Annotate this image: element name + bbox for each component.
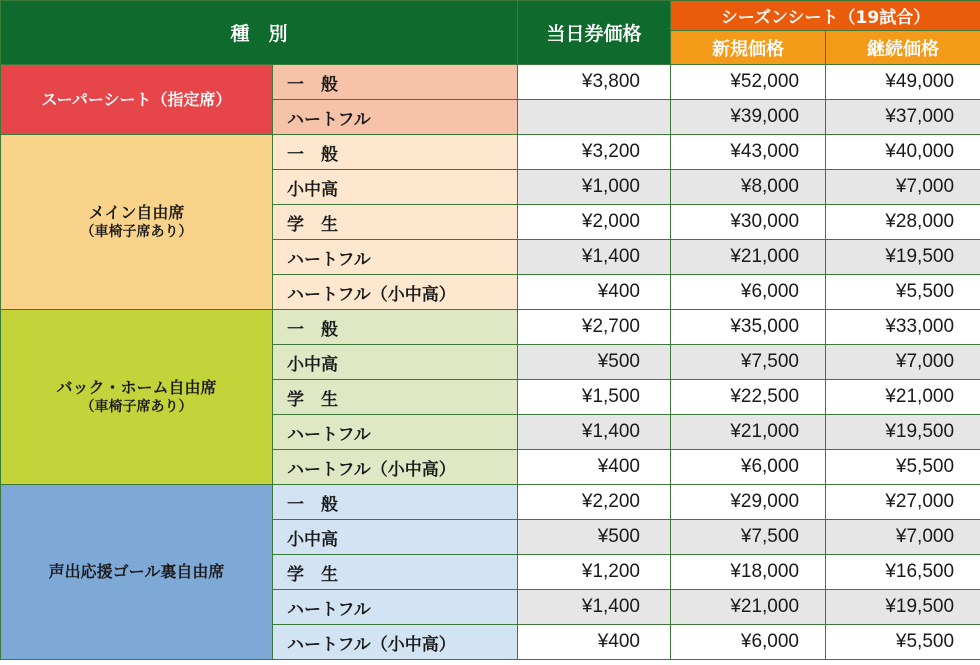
price-renew: ¥19,500 — [826, 590, 980, 625]
price-renew: ¥40,000 — [826, 135, 980, 170]
price-day: ¥400 — [518, 275, 671, 310]
ticket-type-label: ハートフル — [273, 100, 518, 135]
price-renew: ¥37,000 — [826, 100, 980, 135]
category-name: 声出応援ゴール裏自由席 — [48, 562, 225, 582]
price-day: ¥1,200 — [518, 555, 671, 590]
price-new: ¥21,000 — [671, 415, 826, 450]
price-new: ¥43,000 — [671, 135, 826, 170]
price-new: ¥7,500 — [671, 345, 826, 380]
price-new: ¥39,000 — [671, 100, 826, 135]
price-day: ¥3,200 — [518, 135, 671, 170]
price-renew: ¥7,000 — [826, 170, 980, 205]
ticket-type-label: ハートフル（小中高） — [273, 450, 518, 485]
price-day: ¥500 — [518, 345, 671, 380]
category-main-free — [1, 135, 273, 310]
category-goal-free — [1, 485, 273, 660]
ticket-type-label: 小中高 — [273, 345, 518, 380]
header-day-price: 当日券価格 — [518, 1, 671, 65]
price-renew: ¥16,500 — [826, 555, 980, 590]
price-renew: ¥7,000 — [826, 520, 980, 555]
ticket-type-label: ハートフル — [273, 415, 518, 450]
price-day: ¥1,500 — [518, 380, 671, 415]
category-name: スーパーシート（指定席） — [41, 89, 232, 109]
price-renew: ¥5,500 — [826, 275, 980, 310]
price-day: ¥1,000 — [518, 170, 671, 205]
category-name: メイン自由席 — [88, 202, 185, 222]
header-new-price: 新規価格 — [671, 31, 826, 65]
price-renew: ¥7,000 — [826, 345, 980, 380]
category-note: （車椅子席あり） — [80, 399, 193, 416]
price-new: ¥6,000 — [671, 275, 826, 310]
price-new: ¥8,000 — [671, 170, 826, 205]
ticket-type-label: 小中高 — [273, 170, 518, 205]
price-day: ¥400 — [518, 625, 671, 660]
price-renew: ¥19,500 — [826, 415, 980, 450]
price-new: ¥21,000 — [671, 240, 826, 275]
price-day: ¥3,800 — [518, 65, 671, 100]
price-day: ¥500 — [518, 520, 671, 555]
price-table-body — [1, 65, 980, 660]
ticket-type-label: 一 般 — [273, 310, 518, 345]
price-new: ¥22,500 — [671, 380, 826, 415]
price-day: ¥2,000 — [518, 205, 671, 240]
category-name: バック・ホーム自由席 — [56, 377, 217, 397]
ticket-type-label: ハートフル（小中高） — [273, 275, 518, 310]
price-day: ¥2,700 — [518, 310, 671, 345]
price-renew: ¥28,000 — [826, 205, 980, 240]
ticket-type-label: ハートフル（小中高） — [273, 625, 518, 660]
price-new: ¥6,000 — [671, 450, 826, 485]
category-back-home-free — [1, 310, 273, 485]
price-day: ¥1,400 — [518, 590, 671, 625]
ticket-type-label: 学 生 — [273, 380, 518, 415]
price-day — [518, 100, 671, 135]
ticket-type-label: 一 般 — [273, 65, 518, 100]
ticket-type-label: 小中高 — [273, 520, 518, 555]
price-new: ¥18,000 — [671, 555, 826, 590]
price-day: ¥1,400 — [518, 415, 671, 450]
category-note: （車椅子席あり） — [80, 224, 193, 241]
header-season-seat: シーズンシート（19試合） — [671, 1, 980, 31]
price-new: ¥29,000 — [671, 485, 826, 520]
header-renew-price: 継続価格 — [826, 31, 980, 65]
price-day: ¥1,400 — [518, 240, 671, 275]
price-new: ¥30,000 — [671, 205, 826, 240]
price-new: ¥52,000 — [671, 65, 826, 100]
ticket-type-label: 一 般 — [273, 135, 518, 170]
price-renew: ¥49,000 — [826, 65, 980, 100]
ticket-type-label: ハートフル — [273, 240, 518, 275]
table-row — [1, 135, 980, 170]
price-new: ¥6,000 — [671, 625, 826, 660]
price-renew: ¥5,500 — [826, 450, 980, 485]
ticket-type-label: 一 般 — [273, 485, 518, 520]
price-renew: ¥27,000 — [826, 485, 980, 520]
price-renew: ¥19,500 — [826, 240, 980, 275]
price-renew: ¥5,500 — [826, 625, 980, 660]
price-renew: ¥33,000 — [826, 310, 980, 345]
price-new: ¥35,000 — [671, 310, 826, 345]
price-renew: ¥21,000 — [826, 380, 980, 415]
table-row — [1, 310, 980, 345]
table-row — [1, 485, 980, 520]
ticket-type-label: 学 生 — [273, 555, 518, 590]
ticket-type-label: ハートフル — [273, 590, 518, 625]
price-day: ¥2,200 — [518, 485, 671, 520]
table-row — [1, 65, 980, 100]
ticket-type-label: 学 生 — [273, 205, 518, 240]
price-new: ¥7,500 — [671, 520, 826, 555]
category-super-seat — [1, 65, 273, 135]
price-new: ¥21,000 — [671, 590, 826, 625]
header-type: 種 別 — [1, 1, 518, 65]
price-day: ¥400 — [518, 450, 671, 485]
